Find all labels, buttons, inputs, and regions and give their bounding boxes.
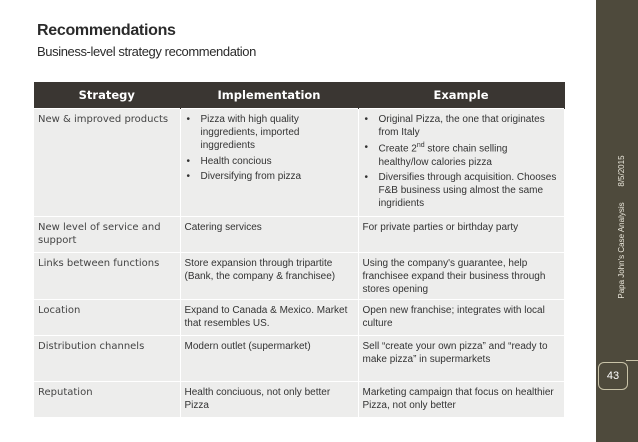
example-cell: Marketing campaign that focus on healthier Pizza, not only better <box>358 382 564 418</box>
list-item: • Diversifies through acquisition. Chooses F&B business using almost the same ingridients <box>375 171 560 211</box>
example-cell: Sell “create your own pizza” and “ready to make pizza” in supermarkets <box>358 336 564 382</box>
strategy-cell: New level of service and support <box>34 216 180 252</box>
slide-date: 8/5/2015 <box>617 155 626 187</box>
list-item: • Pizza with high quality inggredients, imported inggredients <box>197 113 354 153</box>
table-row <box>34 382 564 418</box>
header-strategy: Strategy <box>34 82 180 109</box>
table-row <box>34 216 564 252</box>
sidebar <box>596 0 638 442</box>
strategy-cell: New & improved products <box>34 109 180 217</box>
page-number: 43 <box>598 362 628 390</box>
list-item: • Create 2nd store chain selling healthy/low calories pizza <box>375 141 560 169</box>
list-item: • Original Pizza, the one that originates from Italy <box>375 113 560 139</box>
example-cell: Open new franchise; integrates with local culture <box>358 300 564 336</box>
implementation-cell: Expand to Canada & Mexico. Market that resembles US. <box>180 300 358 336</box>
implementation-cell: Store expansion through tripartite (Bank, the company & franchisee) <box>180 252 358 300</box>
strategy-cell: Links between functions <box>34 252 180 300</box>
strategy-cell: Distribution channels <box>34 336 180 382</box>
table-row <box>34 336 564 382</box>
implementation-cell <box>180 109 358 217</box>
example-cell: Using the company's guarantee, help franchisee expand their business through stores opening <box>358 252 564 300</box>
table-row <box>34 252 564 300</box>
header-example: Example <box>358 82 564 109</box>
table-row <box>34 300 564 336</box>
strategy-cell: Location <box>34 300 180 336</box>
strategy-table <box>34 82 564 418</box>
sidebar-footer <box>617 155 626 299</box>
footer-text: Papa John's Case Analysis <box>617 202 626 299</box>
strategy-cell: Reputation <box>34 382 180 418</box>
header-implementation: Implementation <box>180 82 358 109</box>
example-cell: For private parties or birthday party <box>358 216 564 252</box>
slide-subtitle: Business-level strategy recommendation <box>37 44 256 59</box>
slide-title: Recommendations <box>37 22 176 39</box>
implementation-cell: Catering services <box>180 216 358 252</box>
divider <box>626 360 638 361</box>
table-row <box>34 109 564 217</box>
list-item: • Diversifying from pizza <box>197 170 354 183</box>
table-header-row <box>34 82 564 109</box>
implementation-cell: Modern outlet (supermarket) <box>180 336 358 382</box>
implementation-cell: Health conciuous, not only better Pizza <box>180 382 358 418</box>
list-item: • Health concious <box>197 155 354 168</box>
example-cell <box>358 109 564 217</box>
